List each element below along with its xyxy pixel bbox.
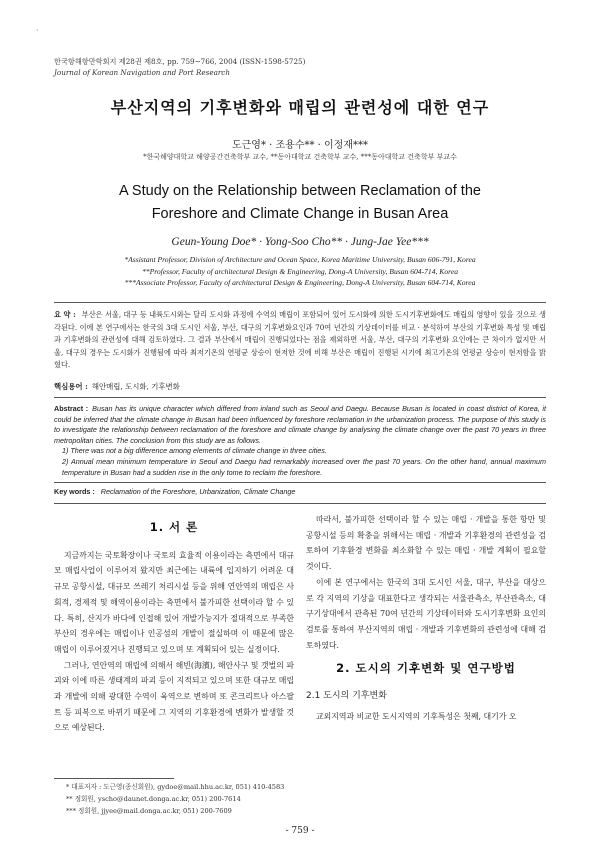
journal-name-ko: 한국항해항만학회지 제28권 제8호, pp. 759∼766, 2004 (ISSN-1598-5725): [54, 57, 306, 66]
affiliations-en: [60, 254, 540, 289]
keywords-en-text: Reclamation of the Foreshore, Urbanization, Climate Change: [100, 487, 296, 496]
body-column-right: [306, 512, 546, 724]
section-1-paragraph-1: 지금까지는 국토확장이나 국토의 효율적 이용이라는 측면에서 대규모 매립사업이 이루어져 왔지만 최근에는 내륙에 입지하기 어려운 대규모 공항시설, 대규모 쓰레기 처리시설 등을 위해 연안역의 매립은 사회적, 경제적 및 해역이용이라는 측면에서 불가피한 선택이라 할 수 있다. 특히, 산지가 바다에 인접해 있어 개발가능지가 절대적으로 부족한 부산의 경우에는 매립이나 인공섬의 개발이 절실하며 이 때문에 많은 매립이 이루어졌거나 진행되고 있으며 또 계획되어 있는 실정이다.: [54, 550, 294, 654]
keywords-ko: [54, 381, 180, 392]
abstract-item-1: 1) There was not a big difference among elements of climate change in three cities.: [62, 446, 327, 456]
summary-ko: [54, 309, 546, 372]
footnote-1: * 대표저자 : 도근영(종신회원), gydoe@mail.hhu.ac.kr, 051) 410-4583: [66, 783, 285, 791]
paper-title-ko: 부산지역의 기후변화와 매립의 관련성에 대한 연구: [110, 98, 490, 117]
section-2-1-heading: 2.1 도시의 기후변화: [306, 691, 387, 702]
section-2-paragraph-1: 교외지역과 비교한 도시지역의 기후특성은 첫째, 대기가 오: [316, 711, 517, 721]
divider-keywords: [54, 482, 546, 483]
footnote-3: *** 정회원, jjyee@mail.donga.ac.kr, 051) 200-7609: [66, 806, 232, 815]
title-en-line2: Foreshore and Climate Change in Busan Area: [151, 206, 449, 222]
body-column-left: [54, 512, 294, 736]
divider-abstract: [54, 397, 546, 398]
affiliation-2: **Professor, Faculty of architectural Design & Engineering, Dong-A University, Busan 604-714, Korea: [141, 266, 459, 276]
affiliation-3: ***Associate Professor, Faculty of architectural Design & Engineering, Dong-A University, Busan 604-714, Korea: [124, 278, 476, 287]
affiliations-ko: *한국해양대학교 해양공간건축학부 교수, **동아대학교 건축학부 교수, ***동아대학교 건축학부 부교수: [143, 153, 457, 161]
abstract-label: Abstract :: [54, 404, 89, 413]
divider-body: [54, 503, 546, 504]
title-en-line1: A Study on the Relationship between Reclamation of the: [119, 183, 481, 199]
section-1-paragraph-3: 따라서, 불가피한 선택이라 할 수 있는 매립 · 개발을 통한 항만 및 공항시설 등의 확충을 위해서는 매립 · 개발과 기후환경의 관련성을 검토하여 기후환경 변화를 최소화할 수 있는 매립 · 개발 계획이 필요할 것이다.: [306, 515, 546, 572]
affiliation-1: *Assistant Professor, Division of Architecture and Ocean Space, Korea Maritime University, Busan 606-791, Korea: [124, 255, 476, 264]
summary-label: 요 약 :: [54, 310, 76, 319]
journal-name-en: Journal of Korean Navigation and Port Research: [54, 68, 230, 77]
keywords-en: [54, 487, 295, 496]
summary-text: 부산은 서울, 대구 등 내륙도시와는 달리 도시화 과정에 수역의 매립이 포함되어 있어 도시화에 의한 도시기후변화에도 매립의 영향이 있을 것으로 생각된다. 이에 본 연구에서는 한국의 3대 도시인 서울, 부산, 대구의 기후변화요인과 70여 년간의 기상데이터를 비교 · 분석하여 부산의 기후변화 특성 및 매립과 기후변화의 관련성에 대해 검토하였다. 그 결과 부산에서 매립이 진행되었다는 점을 제외하면 서울, 부산, 대구의 기후변화 요인에는 큰 차이가 없지만 서울, 대구의 경우는 도시화가 진행됨에 따라 최저기온의 연평균 상승이 현저한 것에 비해 부산은 매립이 진행된 시기에 최고기온의 연평균 상승이 현저함을 밝혔다.: [54, 310, 546, 370]
page-number: - 759 -: [285, 826, 315, 836]
keywords-ko-text: 해안매립, 도시화, 기후변화: [91, 382, 180, 391]
section-2-heading: 2. 도시의 기후변화 및 연구방법: [336, 661, 516, 676]
journal-header: [54, 56, 305, 78]
footnotes: [66, 782, 284, 817]
section-1-paragraph-4: 이에 본 연구에서는 한국의 3대 도시인 서울, 대구, 부산을 대상으로 각 지역의 기상을 대표한다고 생각되는 서울관측소, 부산관측소, 대구기상대에서 관측된 70여 년간의 기상데이터와 도시기후변화 요인의 검토를 통하여 부산지역의 매립 · 개발과 기후변화의 관련성에 대해 검토하였다.: [306, 577, 546, 650]
abstract-item-2: 2) Annual mean minimum temperature in Seoul and Daegu had remarkably increased over the past 70 years. On the other hand, annual maximum temperature in Busan had a sudden rise in the only tome to reclaim the foreshore.: [62, 456, 546, 477]
authors-ko: 도근영* · 조용수** · 이정재***: [231, 140, 368, 151]
paper-title-en: [0, 180, 600, 226]
section-1-heading: 1. 서 론: [149, 520, 199, 534]
abstract-text: Busan has its unique character which differed from inland such as Seoul and Daegu. Because Busan is located in coast district of Korea, it could be inferred that the climate change in Busan had been influenced by foreshore reclamation in the urbanization process. The purpose of this study is to investigate the relationship between reclamation of the foreshore and climate change by analysing the climate change over the past 70 years in three metropolitan cities. The conclusion from this study are as follows.: [54, 404, 546, 445]
corner-mark: ·: [36, 26, 39, 35]
keywords-en-label: Key words :: [54, 487, 95, 496]
keywords-ko-label: 핵심용어 :: [54, 382, 88, 391]
section-1-paragraph-2: 그러나, 연안역의 매립에 의해서 해빈(海濱), 해안사구 및 갯벌의 파괴와 이에 따른 생태계의 파괴 등이 지적되고 있으며 또한 대규모 매립과 개발에 의해 광대한 수역이 육역으로 변하며 또 콘크리트나 아스팔트 등 피복으로 바뀌기 때문에 그 지역의 기후환경에 변화가 발생할 것으로 예상된다.: [54, 660, 294, 733]
authors-en: Geun-Young Doe* · Yong-Soo Cho** · Jung-Jae Yee***: [171, 236, 429, 248]
footnote-2: ** 정회원, yscho@daunet.donga.ac.kr, 051) 200-7614: [66, 794, 241, 803]
divider-top: [54, 302, 546, 303]
footnote-rule: [54, 778, 174, 779]
abstract-en: [54, 404, 546, 478]
